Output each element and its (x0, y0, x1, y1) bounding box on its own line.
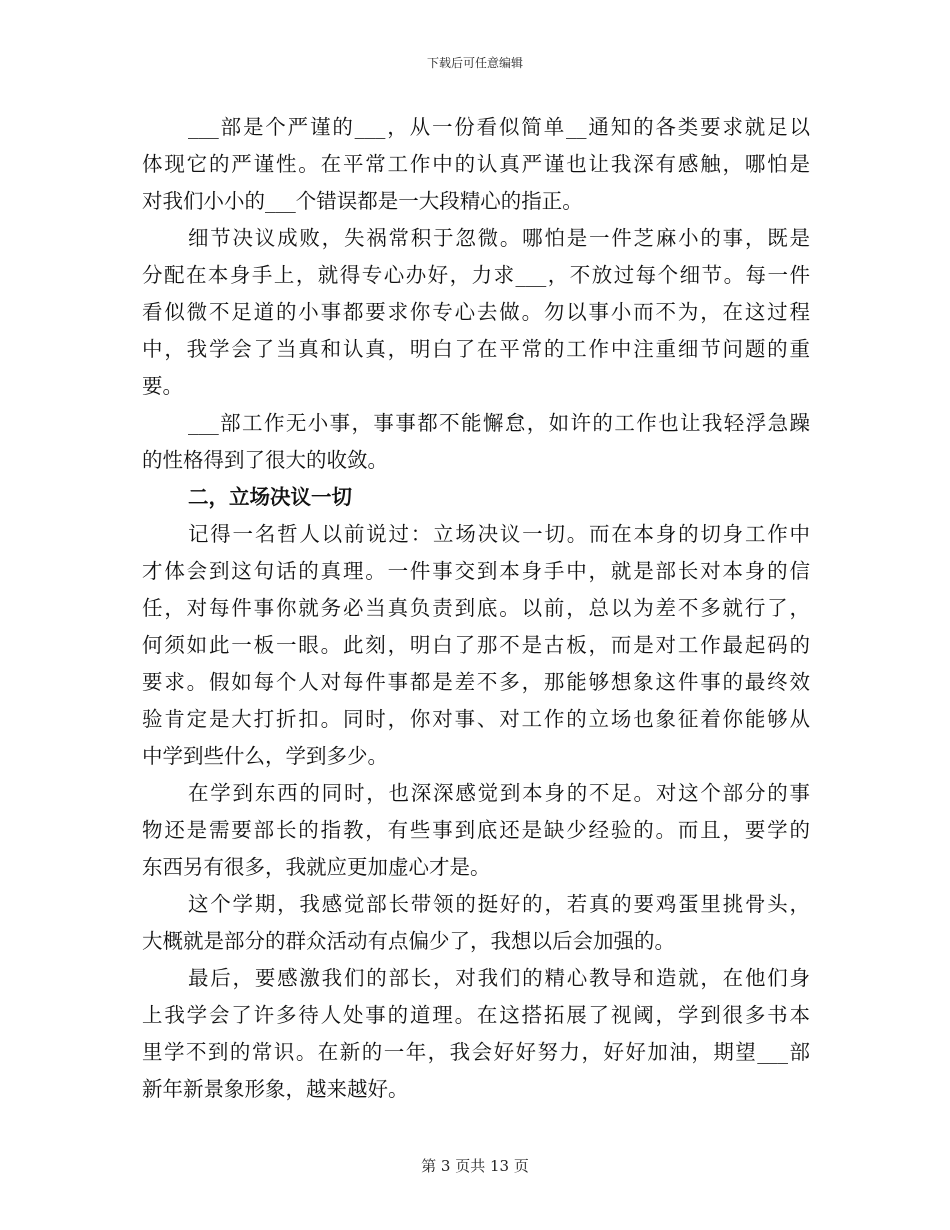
text-line: 大概就是部分的群众活动有点偏少了，我想以后会加强的。 (142, 929, 675, 953)
text-line: 记得一名哲人以前说过：立场决议一切。而在本身的切身工作中 (188, 522, 810, 546)
text-line: 看似微不足道的小事都要求你专心去做。勿以事小而不为，在这过程 (142, 300, 810, 324)
text-line: 分配在本身手上，就得专心办好，力求___，不放过每个细节。每一件 (142, 263, 810, 287)
text-line: 才体会到这句话的真理。一件事交到本身手中，就是部长对本身的信 (142, 559, 810, 583)
text-line: 何须如此一板一眼。此刻，明白了那不是古板，而是对工作最起码的 (142, 633, 810, 657)
text-line: 最后，要感激我们的部长，对我们的精心教导和造就，在他们身 (188, 966, 810, 990)
text-line: 验肯定是大打折扣。同时，你对事、对工作的立场也象征着你能够从 (142, 707, 810, 731)
text-line: 里学不到的常识。在新的一年，我会好好努力，好好加油，期望___部 (142, 1040, 810, 1064)
text-line: 的性格得到了很大的收敛。 (142, 448, 388, 472)
text-line: 在学到东西的同时，也深深感觉到本身的不足。对这个部分的事 (188, 781, 810, 805)
text-line: 细节决议成败，失祸常积于忽微。哪怕是一件芝麻小的事，既是 (188, 226, 810, 250)
text-line: 东西另有很多，我就应更加虚心才是。 (142, 855, 491, 879)
text-line: 这个学期，我感觉部长带领的挺好的，若真的要鸡蛋里挑骨头， (188, 892, 810, 916)
document-body (142, 109, 810, 1108)
section-heading: 二，立场决议一切 (188, 485, 352, 509)
text-line: 体现它的严谨性。在平常工作中的认真严谨也让我深有感触，哪怕是 (142, 152, 810, 176)
text-line: 对我们小小的___个错误都是一大段精心的指正。 (142, 189, 583, 213)
text-line: 要求。假如每个人对每件事都是差不多，那能够想象这件事的最终效 (142, 670, 810, 694)
page-header: 下载后可任意编辑 (426, 56, 523, 70)
text-line: 上我学会了许多待人处事的道理。在这搭拓展了视阈，学到很多书本 (142, 1003, 810, 1027)
page-footer: 第 3 页共 13 页 (421, 1157, 529, 1175)
text-line: ___部是个严谨的___，从一份看似简单__通知的各类要求就足以 (188, 115, 810, 139)
text-line: 要。 (142, 374, 183, 398)
text-line: 物还是需要部长的指教，有些事到底还是缺少经验的。而且，要学的 (142, 818, 810, 842)
text-line: ___部工作无小事，事事都不能懈怠，如许的工作也让我轻浮急躁 (188, 411, 810, 435)
text-line: 新年新景象形象，越来越好。 (142, 1077, 409, 1101)
text-line: 中学到些什么，学到多少。 (142, 744, 388, 768)
text-line: 任，对每件事你就务必当真负责到底。以前，总以为差不多就行了， (142, 596, 810, 620)
text-line: 中，我学会了当真和认真，明白了在平常的工作中注重细节问题的重 (142, 337, 810, 361)
